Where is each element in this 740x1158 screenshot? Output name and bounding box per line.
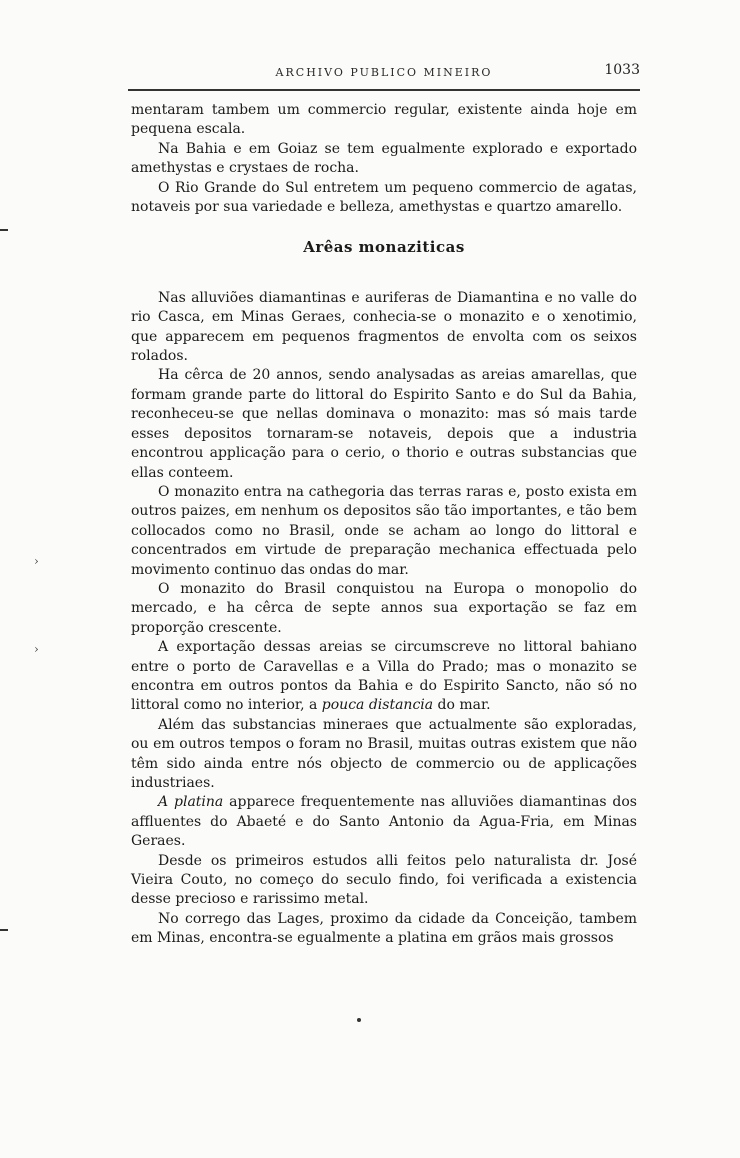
paragraph: No corrego das Lages, proximo da cidade da Conceição, tambem em Minas, encontra-se egualmente a platina em grãos mais grossos — [131, 910, 637, 947]
margin-glyph-1: › — [34, 554, 39, 568]
running-head: ARCHIVO PUBLICO MINEIRO — [275, 66, 493, 79]
body-text — [131, 101, 637, 949]
italic-phrase: pouca distancia — [321, 697, 434, 714]
page-header — [128, 62, 640, 84]
paragraph — [131, 638, 637, 716]
paragraph: Além das substancias mineraes que actualmente são exploradas, ou em outros tempos o foram no Brasil, muitas outras existem que não têm sido ainda entre nós objecto de commercio ou de applicações industriaes. — [131, 716, 637, 791]
paragraph: Na Bahia e em Goiaz se tem egualmente explorado e exportado amethystas e crystaes de rocha. — [131, 140, 637, 177]
section-title: Arêas monaziticas — [303, 238, 465, 257]
paragraph: O monazito entra na cathegoria das terras raras e, posto exista em outros paizes, em nenhum os depositos são tão importantes, e tão bem collocados como no Brasil, onde se acham ao longo do littoral e concentrados em virtude de preparação mechanica effectuada pelo movimento continuo das ondas do mar. — [131, 483, 637, 578]
paragraph: Ha cêrca de 20 annos, sendo analysadas as areias amarellas, que formam grande parte do littoral do Espirito Santo e do Sul da Bahia, reconheceu-se que nellas dominava o monazito: mas só mais tarde esses depositos tornaram-se notaveis, depois que a industria encontrou applicação para o cerio, o thorio e outras substancias que ellas conteem. — [131, 367, 637, 481]
margin-mark-top — [0, 229, 8, 231]
paragraph: Desde os primeiros estudos alli feitos pelo naturalista dr. José Vieira Couto, no começo do seculo findo, foi verificada a existencia desse precioso e rarissimo metal. — [131, 852, 637, 908]
paragraph-continuation: mentaram tambem um commercio regular, existente ainda hoje em pequena escala. — [131, 102, 637, 138]
paragraph: O monazito do Brasil conquistou na Europa o monopolio do mercado, e ha cêrca de septe annos sua exportação se faz em proporção crescente. — [131, 580, 637, 636]
paragraph-text: A exportação dessas areias se circumscreve no littoral bahiano entre o porto de Caravellas e a Villa do Prado; mas o monazito se encontra em outros pontos da Bahia e do Espirito Sancto, não só no littoral como no interior, a — [131, 639, 637, 714]
margin-mark-bottom — [0, 929, 8, 931]
header-rule — [128, 89, 640, 91]
margin-glyph-2: › — [34, 642, 39, 656]
bottom-dot — [357, 1018, 361, 1022]
page-number: 1033 — [604, 62, 640, 78]
paragraph-text: apparece frequentemente nas alluviões diamantinas dos affluentes do Abaeté e do Santo Antonio da Agua-Fria, em Minas Geraes. — [131, 794, 637, 850]
paragraph — [131, 793, 637, 851]
paragraph-text: do mar. — [433, 697, 491, 714]
paragraph: O Rio Grande do Sul entretem um pequeno commercio de agatas, notaveis por sua variedade e belleza, amethystas e quartzo amarello. — [131, 179, 637, 216]
paragraph: Nas alluviões diamantinas e auriferas de Diamantina e no valle do rio Casca, em Minas Geraes, conhecia-se o monazito e o xenotimio, que apparecem em pequenos fragmentos de envolta com os seixos rolados. — [131, 289, 637, 365]
italic-phrase: A platina — [158, 794, 224, 811]
